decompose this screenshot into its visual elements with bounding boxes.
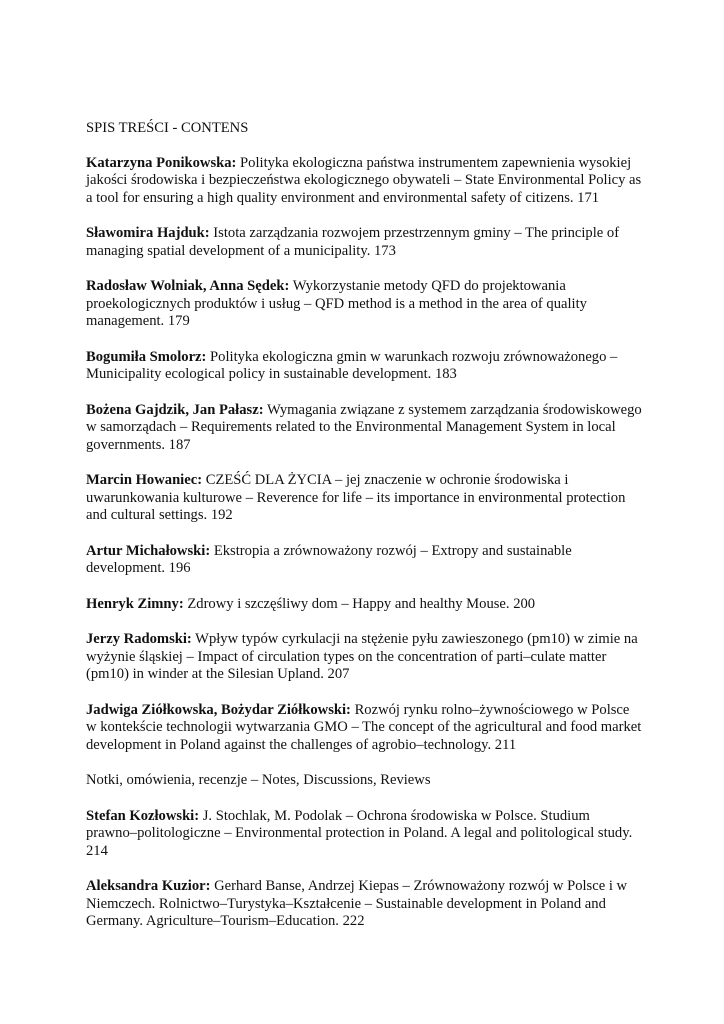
entry-author: Stefan Kozłowski:: [86, 807, 200, 824]
section-heading-notes: [86, 772, 642, 790]
entry-text: Polityka ekologiczna państwa instrumentem zapewnienia wysokiej jakości środowiska i bezpieczeństwa ekologicznego obywateli – State Environmental Policy as a tool for ensuring a high quality environment and environmental safety of citizens. 171: [86, 154, 642, 206]
toc-entry: [86, 808, 642, 861]
toc-entry: [86, 278, 642, 331]
entry-text: J. Stochlak, M. Podolak – Ochrona środowiska w Polsce. Studium prawno–politologiczne – Environmental protection in Poland. A legal and politological study. 214: [86, 807, 633, 859]
entry-text: Polityka ekologiczna gmin w warunkach rozwoju zrównoważonego – Municipality ecological policy in sustainable development. 183: [86, 348, 618, 382]
entry-text: Ekstropia a zrównoważony rozwój – Extropy and sustainable development. 196: [86, 542, 572, 576]
table-of-contents: [86, 120, 642, 949]
entry-text: Rozwój rynku rolno–żywnościowego w Polsce w kontekście technologii wytwarzania GMO – The concept of the agricultural and food market development in Poland against the challenges of agrobio–technology. 211: [86, 701, 642, 753]
entry-author: Artur Michałowski:: [86, 542, 211, 559]
entry-text: Gerhard Banse, Andrzej Kiepas – Zrównoważony rozwój w Polsce i w Niemczech. Rolnictwo–Turystyka–Kształcenie – Sustainable development in Poland and Germany. Agriculture–Tourism–Education. 222: [86, 878, 628, 929]
toc-entry: [86, 631, 642, 684]
toc-entry: [86, 596, 642, 614]
entry-text: Zdrowy i szczęśliwy dom – Happy and healthy Mouse. 200: [183, 595, 536, 612]
entry-text: Notki, omówienia, recenzje – Notes, Discussions, Reviews: [86, 772, 431, 788]
toc-entry: [86, 702, 642, 755]
entry-author: Aleksandra Kuzior:: [86, 878, 211, 894]
entry-author: Henryk Zimny:: [86, 595, 184, 612]
entry-author: Katarzyna Ponikowska:: [86, 154, 237, 171]
page-title: SPIS TREŚCI - CONTENS: [86, 120, 249, 136]
toc-entry: [86, 402, 642, 455]
entry-author: Sławomira Hajduk:: [86, 225, 210, 241]
toc-entry: [86, 878, 642, 931]
entry-text: CZEŚĆ DLA ŻYCIA – jej znaczenie w ochronie środowiska i uwarunkowania kulturowe – Reverence for life – its importance in environmental protection and cultural settings. 192: [86, 472, 626, 523]
toc-entry: [86, 155, 642, 208]
entry-text: Wykorzystanie metody QFD do projektowania proekologicznych produktów i usług – QFD method is a method in the area of quality management. 179: [86, 278, 587, 329]
entry-author: Bożena Gajdzik, Jan Pałasz:: [86, 401, 264, 418]
entry-author: Marcin Howaniec:: [86, 472, 203, 488]
entry-author: Jadwiga Ziółkowska, Bożydar Ziółkowski:: [86, 701, 351, 718]
toc-entry: [86, 225, 642, 260]
entry-author: Radosław Wolniak, Anna Sędek:: [86, 278, 290, 294]
entry-text: Wymagania związane z systemem zarządzania środowiskowego w samorządach – Requirements related to the Environmental Management System in local governments. 187: [86, 401, 642, 453]
toc-entry: [86, 472, 642, 525]
toc-entry: [86, 543, 642, 578]
toc-entry: [86, 349, 642, 384]
entry-author: Jerzy Radomski:: [86, 631, 192, 647]
entry-text: Istota zarządzania rozwojem przestrzennym gminy – The principle of managing spatial development of a municipality. 173: [86, 225, 620, 259]
entry-author: Bogumiła Smolorz:: [86, 348, 207, 365]
entry-text: Wpływ typów cyrkulacji na stężenie pyłu zawieszonego (pm10) w zimie na wyżynie śląskiej – Impact of circulation types on the concentration of parti–culate matter (pm10) in winder at the Silesian Upland. 207: [86, 631, 638, 682]
